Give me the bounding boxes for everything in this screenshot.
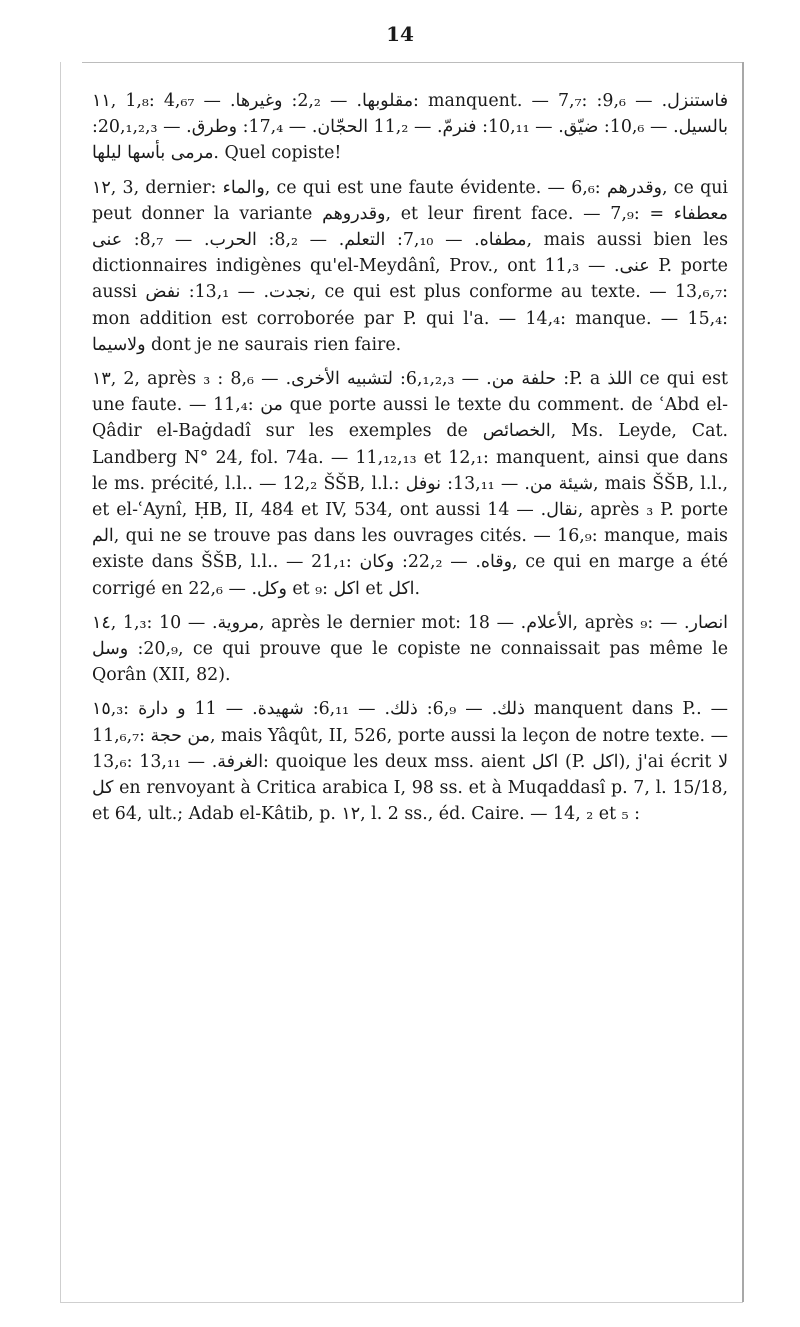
- note-paragraph-2: ١٢, 3, dernier: والماء, ce qui est une faute évidente. — 6,₆: وقدرهم, ce qui peut donner la variante وقدروهم, et leur firent face. — 7,₉: معطفاء = مطفاه. — 7,₁₀: التعلم. — 8,₂: الحرب. — 8,₇: عنى, mais aussi bien les dictionnaires indigènes qu'el-Meydânî, Prov., ont عنى. — 11,₃ P. porte aussi نجدت. — 13,₁: نفض, ce qui est plus conforme au texte. — 13,₆,₇: mon addition est corroborée par P. qui l'a. — 14,₄: manque. — 15,₄: ولاسيما dont je ne saurais rien faire.: [92, 177, 728, 355]
- note-paragraph-4: ١٤, 1,₃: مروية. — 10, après le dernier mot: الأعلام. — 18, après ₉: انصار. — 20,₉: وسل, ce qui prouve que le copiste ne connaissait pas même le Qorân (XII, 82).: [92, 612, 728, 686]
- note-paragraph-5: ١٥,₃: ذلك. — 6,₉: ذلك. — 6,₁₁: شهيدة. — 11 و دارة manquent dans P.. — 11,₆,₇: من حجة, mais Yâqût, II, 526, porte aussi la leçon de notre texte. — 13,₆: الغرفة. — 13,₁₁: quoique les deux mss. aient اكل (P. اكل), j'ai écrit لا كل en renvoyant à Critica arabica I, 98 ss. et à Muqaddasî p. 7, l. 15/18, et 64, ult.; Adab el-Kâtib, p. ١٢, l. 2 ss., éd. Caire. — 14, ₂ et ₅ :: [92, 699, 729, 825]
- note-paragraph-1: ١١, 1,₈: مقلوبها. — 2,₂: وغيرها. — 4,₆₇: manquent. — 7,₇: فاستنزل. — 9,₆: بالسيل. — 10,₆: ضيّق. — 10,₁₁: فنرمّ. — 11,₂ الحجّان. — 17,₄: وطرق. — 20,₁,₂,₃: مرمى بأسها ليلها. Quel copiste!: [92, 91, 729, 164]
- note-paragraph-3: ١٣, 2, après ₃ : حلفة من. — 6,₁,₂,₃: لتشبيه الأخرى. — 8,₆ :P. a اللذ ce qui est une faute. — 11,₄: من que porte aussi le texte du comment. de ʿAbd el-Qâdir el-Baġdadî sur les exemples de الخصائص, Ms. Leyde, Cat. Landberg N° 24, fol. 74a. — 11,₁₂,₁₃ et 12,₁: manquent, ainsi que dans le ms. précité, l.l.. — 12,₂ ŠŠB, l.l.: شيئة من. — 13,₁₁: نوفل, mais ŠŠB, l.l., et el-ʿAynî, ḤB, II, 484 et IV, 534, ont aussi نقال. — 14, après ₃ P. porte الم, qui ne se trouve pas dans les ouvrages cités. — 16,₉: manque, mais existe dans ŠŠB, l.l.. — 21,₁: وقاه. — 22,₂: وكان, ce qui en marge a été corrigé en وكل. — 22,₆ et ₉: اكل et اكل.: [92, 369, 729, 599]
- page-number: 14: [386, 22, 414, 46]
- page-edge: [742, 62, 744, 1302]
- notes-body: [92, 88, 728, 833]
